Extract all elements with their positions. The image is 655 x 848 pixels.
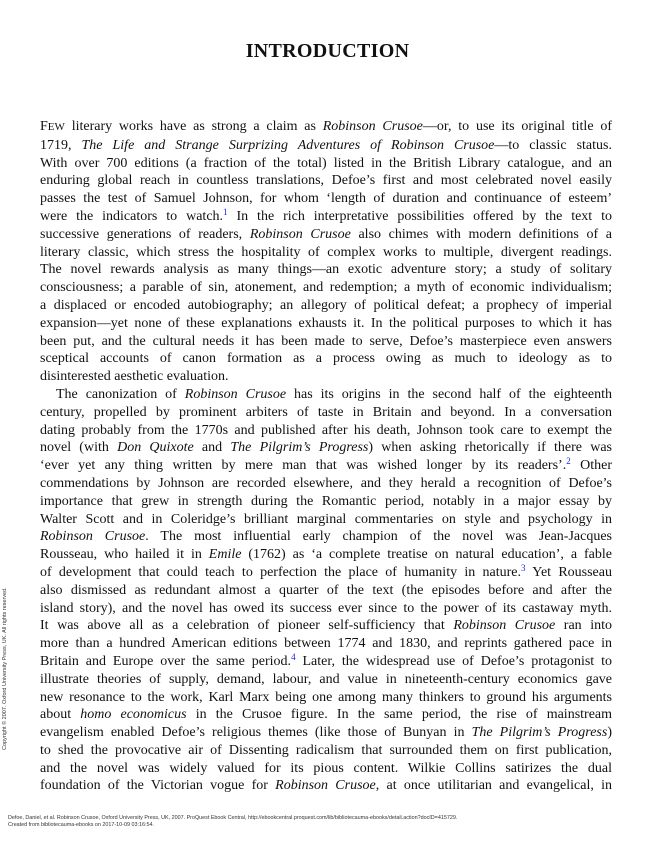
text-run: consciousness; a parable of sin, atonement, and redemption; a myth of economic individualism; — [40, 280, 612, 296]
text-line — [40, 226, 612, 244]
text-run: in the Crusoe figure. In the same period, the rise of mainstream — [186, 707, 613, 723]
text-run: Britain and Europe over the same period. — [40, 653, 292, 669]
page-title: INTRODUCTION — [245, 40, 410, 62]
text-run: passes the test of Samuel Johnson, for whom ‘length of duration and continuance of esteem’ — [40, 191, 612, 207]
text-run: foundation of the Victorian vogue for — [40, 778, 276, 794]
text-run: —or, to use its original title of — [422, 119, 612, 134]
text-run: The canonization of — [56, 386, 185, 402]
text-run: It was above all as a celebration of pioneer self-sufficiency that — [40, 618, 454, 634]
text-line — [40, 244, 612, 262]
italic-title: Don Quixote — [117, 440, 194, 456]
text-run: literary works have as strong a claim as — [64, 119, 323, 134]
text-line — [40, 511, 612, 529]
text-line — [40, 742, 612, 760]
text-line — [40, 457, 612, 475]
footer-citation: Defoe, Daniel, et al. Robinson Crusoe, Oxford University Press, UK, 2007. ProQuest Ebook Central, http://ebookcentral.proquest.com/lib/bibliotecauma-ebooks/detail.action?docID=415729. — [8, 815, 458, 821]
text-line — [40, 546, 612, 564]
text-line — [40, 404, 612, 422]
italic-title: Robinson Crusoe — [40, 529, 146, 545]
text-run: century, propelled by prominent arbiters of taste in Britain and beyond. In a conversation — [40, 404, 612, 420]
text-run: , at once utilitarian and evangelical, in — [375, 778, 612, 794]
text-line — [40, 493, 612, 511]
text-run: evangelism enabled Defoe’s religious themes (like those of Bunyan in — [40, 725, 472, 741]
text-run: a displaced or encoded autobiography; an allegory of political defeat; a prophecy of imperial — [40, 297, 612, 313]
text-line — [40, 760, 612, 778]
text-line — [40, 439, 612, 457]
italic-title: Robinson Crusoe — [453, 618, 556, 634]
text-line — [40, 172, 612, 190]
text-run: been put, and the cultural needs it has been made to serve, Defoe’s masterpiece even answers — [40, 333, 612, 349]
italic-title: The Life and Strange Surprizing Adventures of Robinson Crusoe — [81, 137, 495, 153]
footer — [8, 815, 648, 829]
text-run: ) — [607, 725, 612, 741]
text-run: were the indicators to watch. — [40, 208, 224, 224]
italic-title: Robinson Crusoe — [322, 119, 423, 134]
text-run: and the novel was widely valued for its pious content. Wilkie Collins satirizes the dual — [40, 760, 612, 776]
text-run: more than a hundred American editions between 1774 and 1830, and reprints gathered pace in — [40, 636, 612, 652]
text-run: literary classic, which stress the hospitality of complex works to multiple, divergent readings. — [40, 244, 612, 260]
text-run: novel (with — [40, 440, 118, 456]
text-run: illustrate theories of supply, demand, labour, and value in nineteenth-century economics gave — [40, 671, 612, 687]
text-line — [40, 279, 612, 297]
copyright-notice: Copyright © 2007. Oxford University Press, UK. All rights reserved. — [2, 587, 8, 750]
text-line — [40, 635, 612, 653]
text-run: and — [193, 440, 231, 456]
text-line — [40, 689, 612, 707]
text-run: With over 700 editions (a fraction of the total) listed in the British Library catalogue, and an — [40, 155, 612, 171]
text-line — [40, 617, 612, 635]
footer-created: Created from bibliotecauma-ebooks on 2017-10-09 03:16:54. — [8, 822, 154, 828]
text-run: disinterested aesthetic evaluation. — [40, 369, 229, 385]
text-run: (1762) as ‘a complete treatise on natural education’, a fable — [241, 547, 612, 563]
text-run: Walter Scott and in Coleridge’s brilliant marginal commentaries on style and psychology in — [40, 511, 612, 527]
text-run: to shed the provocative air of Dissenting radicalism that surrounded them on first publication, — [40, 742, 612, 758]
text-run: island story), and the novel has owed its success ever since to the power of its castaway myth. — [40, 600, 612, 616]
italic-title: Robinson Crusoe — [184, 386, 287, 402]
text-line — [40, 386, 612, 404]
text-run: In the rich interpretative possibilities offered by the text to — [227, 208, 613, 224]
text-line — [40, 422, 612, 440]
text-run: Later, the widespread use of Defoe’s protagonist to — [295, 653, 612, 669]
text-run: Other — [570, 458, 612, 474]
footnote-ref[interactable]: 3 — [521, 562, 526, 573]
text-line — [40, 315, 612, 333]
text-run: about — [40, 707, 81, 723]
text-line — [40, 261, 612, 279]
text-line — [40, 582, 612, 600]
text-run: Yet Rousseau — [525, 564, 612, 580]
footnote-ref[interactable]: 4 — [291, 651, 296, 662]
italic-title: Robinson Crusoe — [275, 778, 376, 794]
text-run: The novel rewards analysis as many things—an exotic adventure story; a study of solitary — [40, 262, 612, 278]
text-run: —to classic status. — [494, 137, 612, 153]
italic-title: Emile — [208, 547, 242, 563]
text-run: also dismissed as redundant almost a quarter of the text (the episodes before and after the — [40, 582, 612, 598]
italic-title: Robinson Crusoe — [249, 226, 351, 242]
text-run: has its origins in the second half of the eighteenth — [286, 386, 612, 402]
text-line — [40, 671, 612, 689]
text-line — [40, 368, 612, 386]
text-run: ‘ever yet any thing written by mere man that was wished longer by its readers’. — [40, 458, 567, 474]
italic-title: The Pilgrim’s Progress — [230, 440, 369, 456]
text-line — [40, 297, 612, 315]
text-line — [40, 190, 612, 208]
text-line — [40, 155, 612, 173]
text-line — [40, 653, 612, 671]
text-run: new resonance to the work, Karl Marx being one among many thinkers to ground his arguments — [40, 689, 612, 705]
text-line — [40, 118, 612, 137]
text-run: also chimes with modern definitions of a — [350, 226, 612, 242]
text-run: Rousseau, who hailed it in — [40, 547, 209, 563]
text-line — [40, 564, 612, 582]
text-run: enduring global reach in countless translations, Defoe’s first and most celebrated novel easily — [40, 173, 612, 189]
text-line — [40, 350, 612, 368]
text-run: . The most influential early champion of the novel was Jean-Jacques — [145, 529, 612, 545]
italic-title: homo economicus — [80, 707, 187, 723]
text-run: importance that grew in strength during the Romantic period, notably in a major essay by — [40, 493, 612, 509]
text-run: of development that could teach to perfection the place of humanity in nature. — [40, 564, 521, 580]
text-run: expansion—yet none of these explanations exhausts it. In the political purposes to which it has — [40, 315, 612, 331]
text-line — [40, 777, 612, 795]
italic-title: The Pilgrim’s Progress — [471, 725, 608, 741]
text-run: dating probably from the 1770s and published after his death, Johnson took care to exempt the — [40, 422, 612, 438]
text-line — [40, 706, 612, 724]
body-text — [40, 118, 612, 795]
small-caps-lead: FEW — [40, 119, 65, 134]
footnote-ref[interactable]: 2 — [566, 456, 571, 467]
text-run: ) when asking rhetorically if there was — [368, 440, 613, 456]
text-line — [40, 333, 612, 351]
text-line — [40, 528, 612, 546]
text-line — [40, 475, 612, 493]
text-run: ran into — [555, 618, 612, 634]
text-run: 1719, — [40, 137, 82, 153]
text-line — [40, 600, 612, 618]
text-run: commendations by Johnson are recorded elsewhere, and they herald a recognition of Defoe’s — [40, 475, 612, 491]
text-line — [40, 208, 612, 226]
text-line — [40, 724, 612, 742]
footnote-ref[interactable]: 1 — [223, 206, 228, 217]
text-run: sceptical accounts of canon formation as a process owing as much to ideology as to — [40, 351, 612, 367]
text-line — [40, 137, 612, 155]
text-run: successive generations of readers, — [40, 226, 250, 242]
